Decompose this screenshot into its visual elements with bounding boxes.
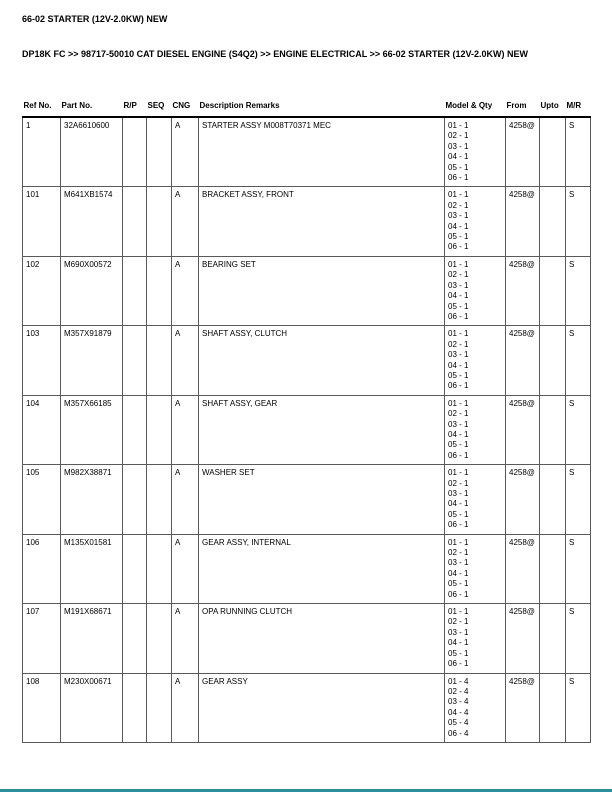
cell-mr: S <box>566 465 591 534</box>
cell-cng: A <box>172 465 199 534</box>
cell-from: 4258@ <box>506 117 540 187</box>
qty-line: 06 - 1 <box>448 381 469 391</box>
cell-cng: A <box>172 326 199 395</box>
qty-line: 06 - 1 <box>448 173 469 183</box>
qty-line: 03 - 1 <box>448 280 469 290</box>
cell-from: 4258@ <box>506 604 540 673</box>
qty-line: 02 - 1 <box>448 617 469 627</box>
qty-line: 02 - 1 <box>448 548 469 558</box>
cell-description: SHAFT ASSY, GEAR <box>199 395 445 464</box>
qty-line: 01 - 1 <box>448 190 469 200</box>
qty-line: 05 - 1 <box>448 440 469 450</box>
cell-ref-no: 102 <box>23 256 61 325</box>
qty-line: 03 - 1 <box>448 489 469 498</box>
cell-from: 4258@ <box>506 395 540 464</box>
table-row <box>23 673 591 742</box>
qty-line: 01 - 1 <box>448 607 469 617</box>
cell-model-qty <box>445 256 506 325</box>
qty-line: 01 - 1 <box>448 121 469 130</box>
qty-line: 04 - 1 <box>448 568 469 578</box>
cell-part-no: 32A6610600 <box>61 117 123 187</box>
qty-line: 05 - 1 <box>448 648 469 658</box>
qty-line: 06 - 1 <box>448 242 469 252</box>
cell-mr: S <box>566 187 591 256</box>
qty-line: 03 - 1 <box>448 558 469 568</box>
qty-line: 05 - 1 <box>448 232 469 242</box>
cell-seq <box>147 256 172 325</box>
cell-ref-no: 103 <box>23 326 61 395</box>
qty-line: 06 - 1 <box>448 450 469 460</box>
cell-upto <box>540 395 566 464</box>
column-header-rp: R/P <box>123 99 147 117</box>
cell-ref-no: 107 <box>23 604 61 673</box>
parts-table-body <box>23 117 591 742</box>
cell-model-qty <box>445 187 506 256</box>
qty-line: 05 - 4 <box>448 718 469 728</box>
qty-line: 02 - 1 <box>448 200 469 210</box>
column-header-ref-no: Ref No. <box>23 99 61 117</box>
cell-from: 4258@ <box>506 465 540 534</box>
table-row <box>23 326 591 395</box>
cell-ref-no: 1 <box>23 117 61 187</box>
cell-upto <box>540 117 566 187</box>
cell-model-qty <box>445 534 506 603</box>
cell-mr: S <box>566 256 591 325</box>
qty-line: 01 - 1 <box>448 329 469 339</box>
qty-line: 06 - 4 <box>448 728 469 738</box>
qty-line: 05 - 1 <box>448 579 469 589</box>
qty-line: 01 - 4 <box>448 676 469 686</box>
cell-cng: A <box>172 604 199 673</box>
cell-rp <box>123 673 147 742</box>
cell-mr: S <box>566 395 591 464</box>
cell-part-no: M357X91879 <box>61 326 123 395</box>
qty-line: 05 - 1 <box>448 301 469 311</box>
table-row <box>23 187 591 256</box>
cell-ref-no: 105 <box>23 465 61 534</box>
cell-rp <box>123 187 147 256</box>
qty-line: 03 - 1 <box>448 141 469 151</box>
cell-description: OPA RUNNING CLUTCH <box>199 604 445 673</box>
column-header-part-no: Part No. <box>61 99 123 117</box>
cell-rp <box>123 604 147 673</box>
qty-line: 01 - 1 <box>448 259 469 269</box>
column-header-mr: M/R <box>566 99 591 117</box>
table-row <box>23 534 591 603</box>
cell-mr: S <box>566 117 591 187</box>
cell-upto <box>540 534 566 603</box>
cell-seq <box>147 673 172 742</box>
cell-cng: A <box>172 117 199 187</box>
cell-part-no: M357X66185 <box>61 395 123 464</box>
qty-line: 05 - 1 <box>448 370 469 380</box>
table-row <box>23 256 591 325</box>
qty-line: 04 - 1 <box>448 360 469 370</box>
cell-seq <box>147 395 172 464</box>
cell-description: SHAFT ASSY, CLUTCH <box>199 326 445 395</box>
cell-model-qty <box>445 673 506 742</box>
cell-part-no: M230X00671 <box>61 673 123 742</box>
qty-line: 01 - 1 <box>448 468 469 478</box>
table-row <box>23 117 591 187</box>
cell-rp <box>123 465 147 534</box>
qty-line: 04 - 1 <box>448 638 469 648</box>
cell-mr: S <box>566 534 591 603</box>
cell-rp <box>123 256 147 325</box>
qty-line: 06 - 1 <box>448 589 469 599</box>
cell-cng: A <box>172 187 199 256</box>
cell-from: 4258@ <box>506 187 540 256</box>
column-header-cng: CNG <box>172 99 199 117</box>
qty-line: 02 - 1 <box>448 478 469 488</box>
cell-model-qty <box>445 117 506 187</box>
cell-rp <box>123 395 147 464</box>
cell-description: GEAR ASSY <box>199 673 445 742</box>
cell-rp <box>123 117 147 187</box>
qty-line: 02 - 1 <box>448 409 469 419</box>
cell-from: 4258@ <box>506 326 540 395</box>
cell-upto <box>540 326 566 395</box>
table-header-row <box>23 99 591 117</box>
cell-ref-no: 101 <box>23 187 61 256</box>
qty-line: 03 - 1 <box>448 627 469 637</box>
cell-description: BEARING SET <box>199 256 445 325</box>
qty-line: 05 - 1 <box>448 509 469 519</box>
cell-upto <box>540 187 566 256</box>
cell-from: 4258@ <box>506 673 540 742</box>
qty-line: 06 - 1 <box>448 659 469 669</box>
cell-part-no: M982X38871 <box>61 465 123 534</box>
cell-description: STARTER ASSY M008T70371 MEC <box>199 117 445 187</box>
qty-line: 02 - 4 <box>448 686 469 696</box>
parts-table <box>22 99 591 743</box>
qty-line: 03 - 4 <box>448 697 469 707</box>
qty-line: 03 - 1 <box>448 419 469 429</box>
breadcrumb: DP18K FC >> 98717-50010 CAT DIESEL ENGINE (S4Q2) >> ENGINE ELECTRICAL >> 66-02 STARTER (12V-2.0KW) NEW <box>22 49 528 59</box>
table-row <box>23 465 591 534</box>
cell-model-qty <box>445 326 506 395</box>
cell-upto <box>540 465 566 534</box>
cell-seq <box>147 534 172 603</box>
cell-cng: A <box>172 534 199 603</box>
qty-line: 04 - 1 <box>448 152 469 162</box>
cell-ref-no: 108 <box>23 673 61 742</box>
qty-line: 02 - 1 <box>448 339 469 349</box>
table-row <box>23 395 591 464</box>
qty-line: 04 - 1 <box>448 499 469 509</box>
cell-part-no: M690X00572 <box>61 256 123 325</box>
cell-from: 4258@ <box>506 534 540 603</box>
column-header-from: From <box>506 99 540 117</box>
qty-line: 02 - 1 <box>448 131 469 141</box>
qty-line: 01 - 1 <box>448 537 469 547</box>
cell-cng: A <box>172 256 199 325</box>
qty-line: 03 - 1 <box>448 211 469 221</box>
qty-line: 06 - 1 <box>448 520 469 530</box>
cell-upto <box>540 256 566 325</box>
cell-mr: S <box>566 326 591 395</box>
qty-line: 02 - 1 <box>448 270 469 280</box>
cell-ref-no: 106 <box>23 534 61 603</box>
cell-cng: A <box>172 395 199 464</box>
qty-line: 03 - 1 <box>448 350 469 360</box>
cell-seq <box>147 604 172 673</box>
cell-model-qty <box>445 465 506 534</box>
column-header-description: Description Remarks <box>199 99 445 117</box>
cell-seq <box>147 326 172 395</box>
qty-line: 04 - 4 <box>448 707 469 717</box>
qty-line: 05 - 1 <box>448 162 469 172</box>
cell-rp <box>123 534 147 603</box>
cell-seq <box>147 187 172 256</box>
column-header-seq: SEQ <box>147 99 172 117</box>
cell-ref-no: 104 <box>23 395 61 464</box>
cell-from: 4258@ <box>506 256 540 325</box>
cell-mr: S <box>566 673 591 742</box>
cell-rp <box>123 326 147 395</box>
cell-part-no: M135X01581 <box>61 534 123 603</box>
cell-description: WASHER SET <box>199 465 445 534</box>
column-header-model-qty: Model & Qty <box>445 99 506 117</box>
cell-description: GEAR ASSY, INTERNAL <box>199 534 445 603</box>
cell-seq <box>147 117 172 187</box>
cell-mr: S <box>566 604 591 673</box>
cell-description: BRACKET ASSY, FRONT <box>199 187 445 256</box>
qty-line: 01 - 1 <box>448 398 469 408</box>
table-row <box>23 604 591 673</box>
cell-upto <box>540 673 566 742</box>
qty-line: 06 - 1 <box>448 311 469 321</box>
qty-line: 04 - 1 <box>448 429 469 439</box>
page-title: 66-02 STARTER (12V-2.0KW) NEW <box>22 14 168 24</box>
qty-line: 04 - 1 <box>448 221 469 231</box>
cell-seq <box>147 465 172 534</box>
cell-upto <box>540 604 566 673</box>
cell-part-no: M641XB1574 <box>61 187 123 256</box>
cell-part-no: M191X68671 <box>61 604 123 673</box>
cell-cng: A <box>172 673 199 742</box>
qty-line: 04 - 1 <box>448 291 469 301</box>
cell-model-qty <box>445 604 506 673</box>
cell-model-qty <box>445 395 506 464</box>
column-header-upto: Upto <box>540 99 566 117</box>
